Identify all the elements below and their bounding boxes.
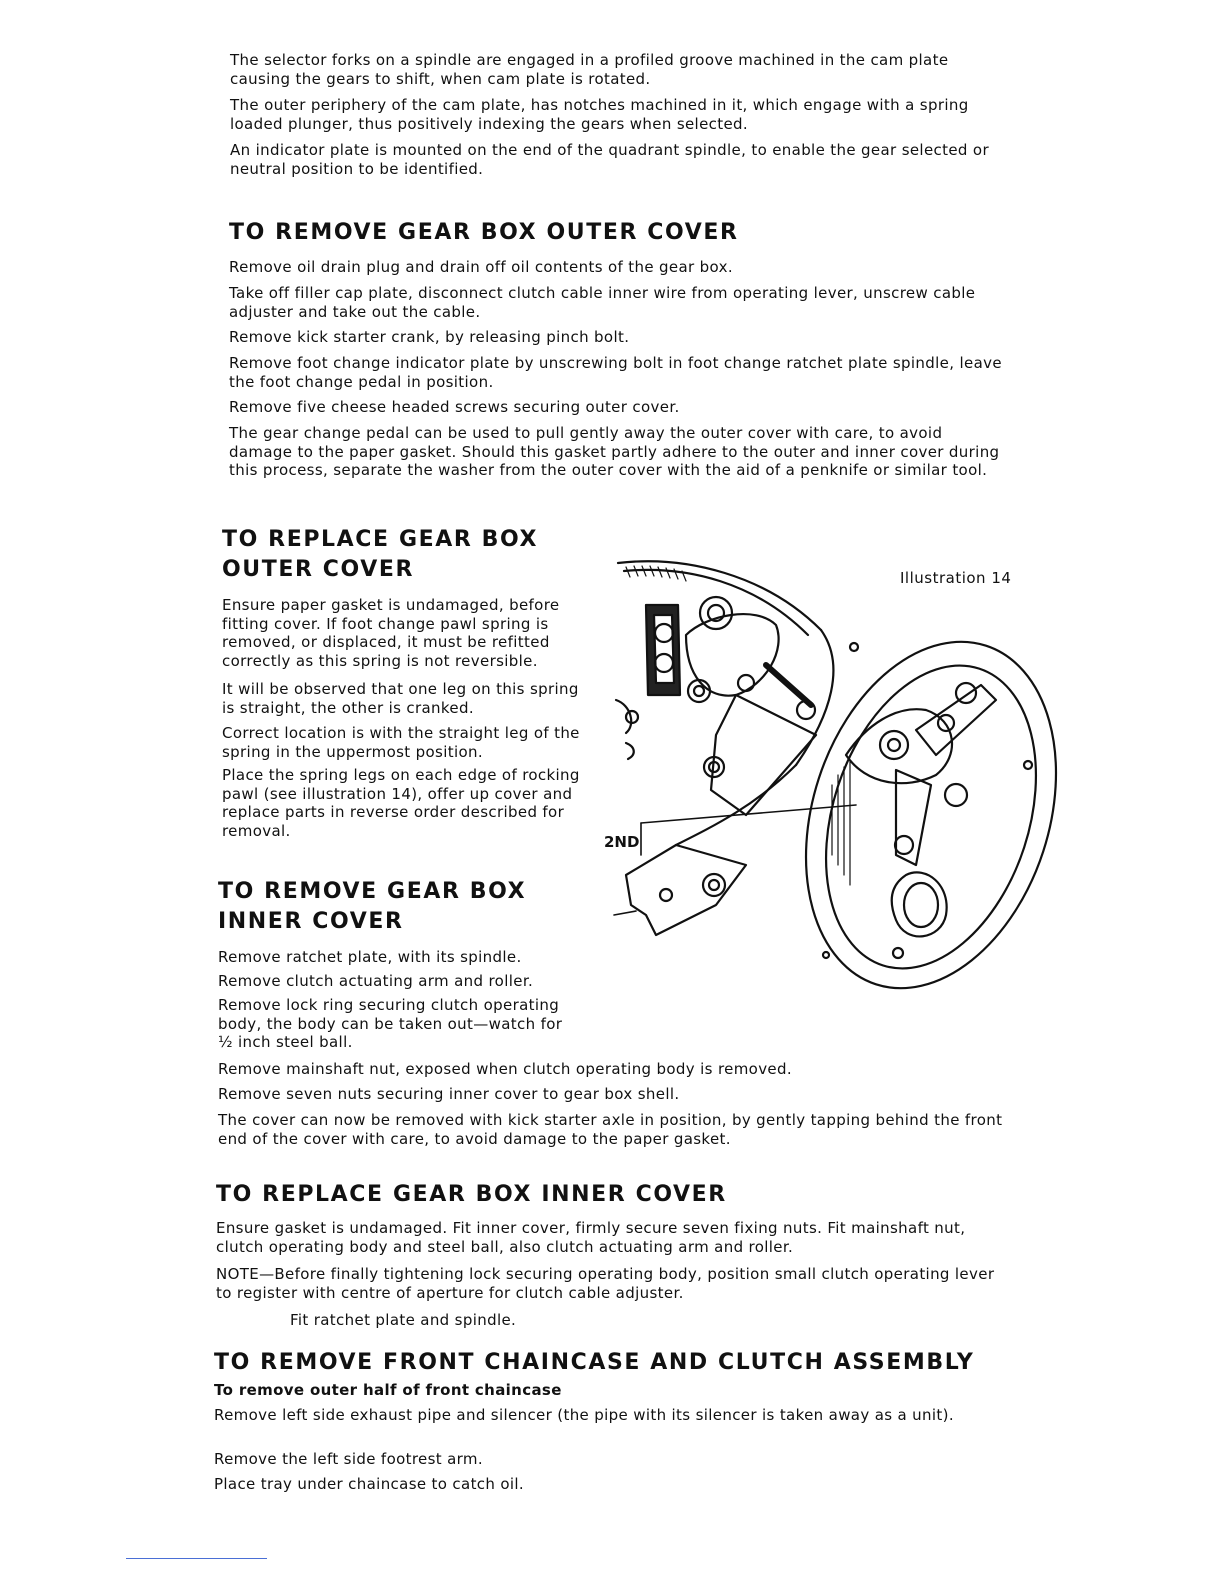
note-text: Before finally tightening lock securing operating body, position small clutch operating lever to register with centre of aperture for clutch cable adjuster. [216,1265,995,1302]
heading-remove-inner-cover-line2: INNER COVER [218,909,404,934]
footnote-separator [126,1558,267,1559]
intro-paragraph-1: The selector forks on a spindle are engaged in a profiled groove machined in the cam plate causing the gears to shift, when cam plate is rotated. [230,51,949,88]
remove-inner-step-5: Remove seven nuts securing inner cover to gear box shell. [218,1085,680,1103]
replace-outer-para-3: Correct location is with the straight leg of the spring in the uppermost position. [222,724,580,761]
replace-inner-note-extra: Fit ratchet plate and spindle. [290,1311,517,1329]
remove-outer-step-1: Remove oil drain plug and drain off oil contents of the gear box. [229,258,733,276]
front-chaincase-step-3: Place tray under chaincase to catch oil. [214,1475,525,1493]
heading-remove-outer-cover: TO REMOVE GEAR BOX OUTER COVER [229,220,739,245]
illustration-label-2nd: 2ND [604,833,640,851]
heading-remove-inner-cover-line1: TO REMOVE GEAR BOX [218,879,527,904]
remove-outer-step-6: The gear change pedal can be used to pull gently away the outer cover with care, to avoid damage to the paper gasket. Should this gasket partly adhere to the outer and inner cover during this process, separate the washer from the outer cover with the aid of a penknife or similar tool. [229,424,1000,479]
heading-replace-outer-cover-line2: OUTER COVER [222,557,415,582]
note-prefix: NOTE— [216,1265,275,1283]
replace-outer-para-1: Ensure paper gasket is undamaged, before fitting cover. If foot change pawl spring is removed, or displaced, it must be refitted correctly as this spring is not reversible. [222,596,560,670]
remove-inner-step-1: Remove ratchet plate, with its spindle. [218,948,522,966]
replace-inner-note [216,1265,1006,1302]
front-chaincase-subheading: To remove outer half of front chaincase [214,1381,562,1399]
gearbox-illustration [596,555,1066,995]
remove-inner-step-6: The cover can now be removed with kick starter axle in position, by gently tapping behind the front end of the cover with care, to avoid damage to the paper gasket. [218,1111,1003,1148]
replace-outer-para-2: It will be observed that one leg on this spring is straight, the other is cranked. [222,680,579,717]
heading-front-chaincase: TO REMOVE FRONT CHAINCASE AND CLUTCH ASSEMBLY [214,1350,975,1375]
illustration-caption: Illustration 14 [900,569,1012,587]
heading-replace-inner-cover: TO REPLACE GEAR BOX INNER COVER [216,1182,727,1207]
front-chaincase-step-2: Remove the left side footrest arm. [214,1450,484,1468]
remove-inner-step-2: Remove clutch actuating arm and roller. [218,972,534,990]
remove-inner-step-4: Remove mainshaft nut, exposed when clutch operating body is removed. [218,1060,793,1078]
replace-outer-para-4: Place the spring legs on each edge of rocking pawl (see illustration 14), offer up cover and replace parts in reverse order described for removal. [222,766,580,840]
intro-paragraph-3: An indicator plate is mounted on the end of the quadrant spindle, to enable the gear selected or neutral position to be identified. [230,141,989,178]
remove-outer-step-5: Remove five cheese headed screws securing outer cover. [229,398,680,416]
front-chaincase-step-1: Remove left side exhaust pipe and silencer (the pipe with its silencer is taken away as a unit). [214,1406,954,1424]
remove-outer-step-4: Remove foot change indicator plate by unscrewing bolt in foot change ratchet plate spindle, leave the foot change pedal in position. [229,354,1002,391]
remove-outer-step-2: Take off filler cap plate, disconnect clutch cable inner wire from operating lever, unscrew cable adjuster and take out the cable. [229,284,976,321]
heading-replace-outer-cover-line1: TO REPLACE GEAR BOX [222,527,539,552]
intro-paragraph-2: The outer periphery of the cam plate, has notches machined in it, which engage with a spring loaded plunger, thus positively indexing the gears when selected. [230,96,969,133]
remove-inner-step-3: Remove lock ring securing clutch operating body, the body can be taken out—watch for ½ inch steel ball. [218,996,563,1051]
replace-inner-para: Ensure gasket is undamaged. Fit inner cover, firmly secure seven fixing nuts. Fit mainshaft nut, clutch operating body and steel ball, also clutch actuating arm and roller. [216,1219,966,1256]
remove-outer-step-3: Remove kick starter crank, by releasing pinch bolt. [229,328,630,346]
